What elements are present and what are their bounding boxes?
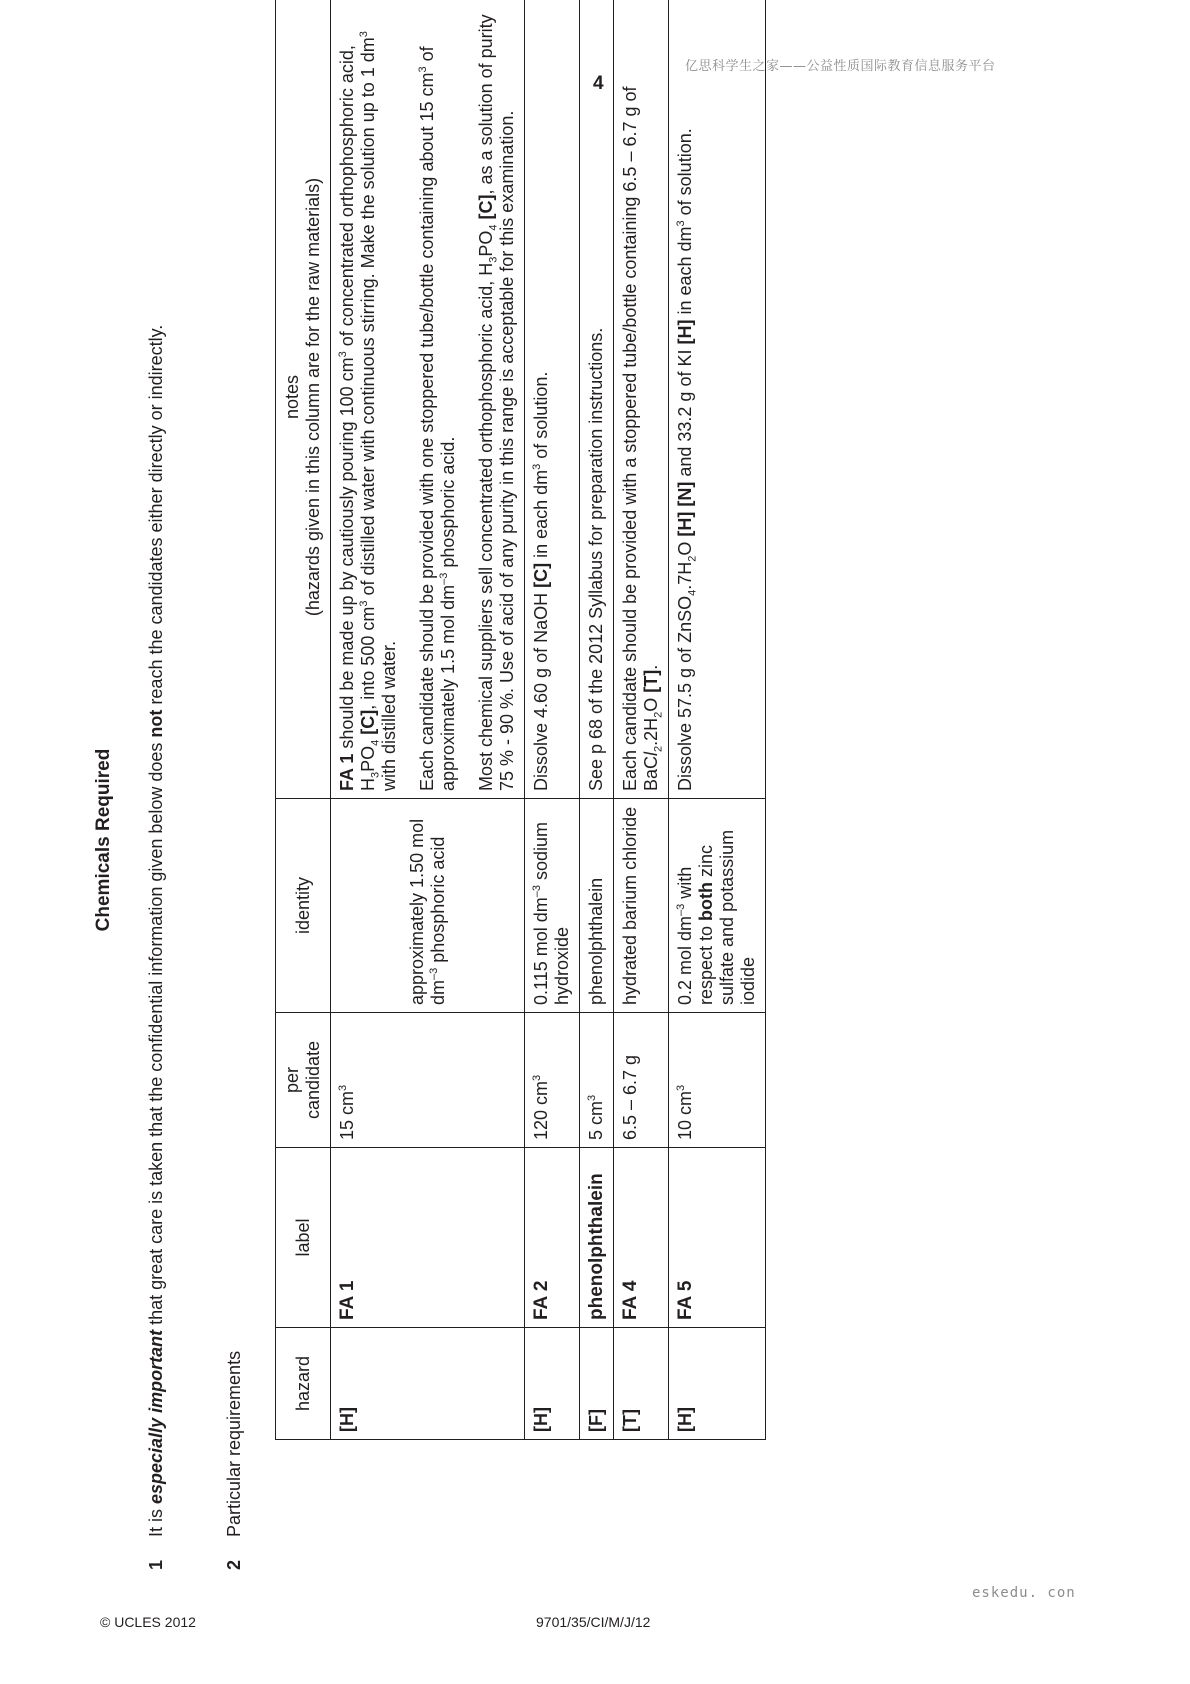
instruction-item-2 xyxy=(223,1170,247,1570)
identity-cell: hydrated barium chloride xyxy=(614,799,669,1013)
note-paragraph: Most chemical suppliers sell concentrated orthophosphoric acid, $H_3PO_4$ [C], as a solution of purity 75 % - 90 %. Use of acid of any purity in this range is acceptable for this examination. xyxy=(476,14,517,791)
instruction-text: Particular requirements xyxy=(224,1350,244,1537)
section-title: Chemicals Required xyxy=(93,748,114,932)
identity-cell: approximately 1.50 mol $dm^{-3}$ phosphoric acid xyxy=(331,799,525,1013)
table-row xyxy=(331,0,525,1440)
per-candidate-cell: 10 $cm^3$ xyxy=(669,1013,766,1148)
per-candidate-cell: 6.5 – 6.7 g xyxy=(614,1013,669,1148)
page-number: 4 xyxy=(593,73,604,94)
label-cell: FA 4 xyxy=(614,1148,669,1328)
hazard-cell: [T] xyxy=(614,1328,669,1440)
note-paragraph: FA 1 should be made up by cautiously pouring 100 $cm^3$ of concentrated orthophosphoric acid, $H_3PO_4$ [C], into 500 $cm^3$ of distilled water with continuous stirring. Make the solution up to 1 $dm^3$ with distilled water. xyxy=(337,31,399,791)
per-candidate-cell: 15 $cm^3$ xyxy=(331,1013,525,1148)
instruction-item-1 xyxy=(145,140,195,1570)
table-row xyxy=(525,0,580,1440)
label-cell: FA 1 xyxy=(331,1148,525,1328)
identity-cell: 0.115 mol $dm^{-3}$ sodium hydroxide xyxy=(525,799,580,1013)
label-cell: FA 5 xyxy=(669,1148,766,1328)
footer-copyright: © UCLES 2012 xyxy=(100,1614,196,1630)
footer-paper-code: 9701/35/CI/M/J/12 xyxy=(536,1614,651,1630)
notes-cell: Each candidate should be provided with a stoppered tube/bottle containing 6.5 – 6.7 g of $BaCl_2.2H_2O$ [T]. xyxy=(614,0,669,799)
per-candidate-cell: 5 $cm^3$ xyxy=(580,1013,614,1148)
hazard-cell: [H] xyxy=(331,1328,525,1440)
item-number: 2 xyxy=(224,1559,244,1570)
instruction-text: It is especially important that great care is taken that the confidential information given below does not reach the candidates either directly or indirectly. xyxy=(146,324,166,1537)
watermark-bottom: eskedu. con xyxy=(972,1585,1076,1601)
watermark-top: 亿思科学生之家——公益性质国际教育信息服务平台 xyxy=(685,59,996,74)
header-hazard: hazard xyxy=(276,1328,331,1440)
per-candidate-cell: 120 $cm^3$ xyxy=(525,1013,580,1148)
label-cell: phenolphthalein xyxy=(580,1148,614,1328)
header-identity: identity xyxy=(276,799,331,1013)
identity-cell: phenolphthalein xyxy=(580,799,614,1013)
notes-cell: Dissolve 4.60 g of NaOH [C] in each $dm^3$ of solution. xyxy=(525,0,580,799)
notes-cell xyxy=(331,0,525,799)
table-row xyxy=(580,0,614,1440)
header-label: label xyxy=(276,1148,331,1328)
item-number: 1 xyxy=(146,1559,166,1570)
notes-cell: See p 68 of the 2012 Syllabus for preparation instructions. xyxy=(580,0,614,799)
chemicals-table xyxy=(275,0,766,1440)
label-cell: FA 2 xyxy=(525,1148,580,1328)
table-header-row xyxy=(276,0,331,1440)
hazard-cell: [H] xyxy=(525,1328,580,1440)
identity-cell: 0.2 mol $dm^{-3}$ with respect to both zinc sulfate and potassium iodide xyxy=(669,799,766,1013)
note-paragraph: Each candidate should be provided with one stoppered tube/bottle containing about 15 $cm^3$ of approximately 1.5 mol $dm^{-3}$ phosphoric acid. xyxy=(417,46,458,791)
header-per-candidate: per candidate xyxy=(276,1013,331,1148)
table-row xyxy=(614,0,669,1440)
header-notes: notes (hazards given in this column are for the raw materials) xyxy=(276,0,331,799)
notes-cell: Dissolve 57.5 g of $ZnSO_4.7H_2O$ [H] [N] and 33.2 g of KI [H] in each $dm^3$ of solution. xyxy=(669,0,766,799)
hazard-cell: [F] xyxy=(580,1328,614,1440)
table-row xyxy=(669,0,766,1440)
hazard-cell: [H] xyxy=(669,1328,766,1440)
